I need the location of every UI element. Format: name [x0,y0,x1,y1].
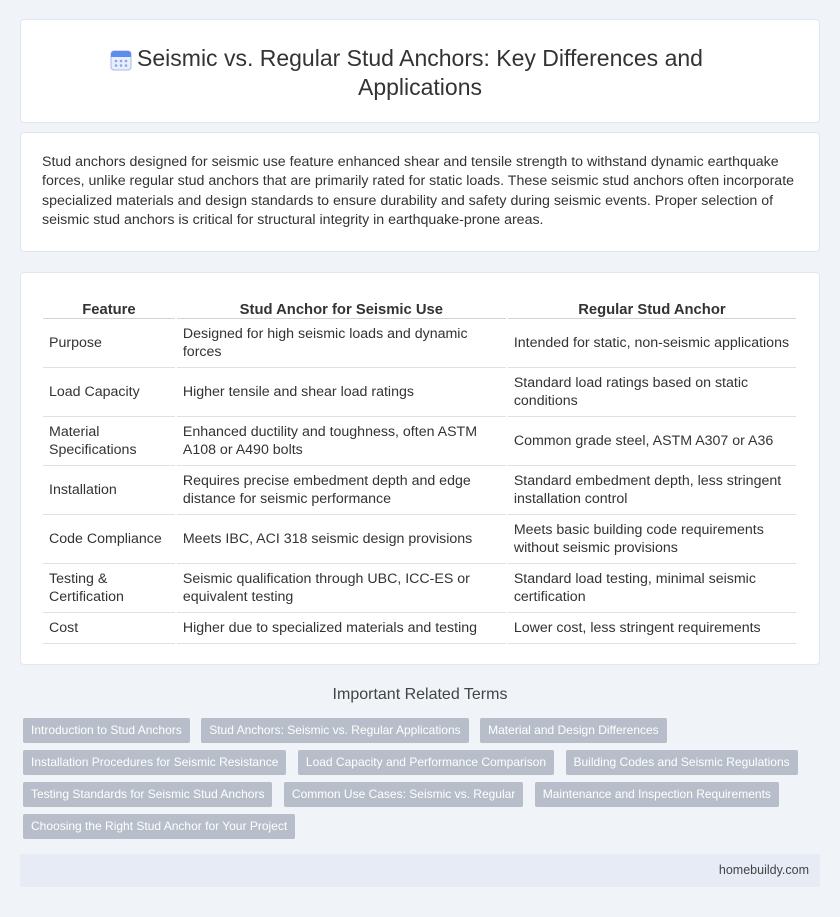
table-cell: Installation [43,466,175,515]
related-term-tag[interactable]: Common Use Cases: Seismic vs. Regular [284,782,523,807]
table-row [43,319,796,368]
related-terms-list [23,718,813,846]
table-cell: Higher tensile and shear load ratings [177,368,506,417]
footer [20,854,820,887]
intro-paragraph: Stud anchors designed for seismic use feature enhanced shear and tensile strength to withstand dynamic earthquake forces, unlike regular stud anchors that are primarily rated for static loads. These seismic stud anchors often incorporate specialized materials and design standards to ensure durability and safety during seismic events. Proper selection of seismic stud anchors is critical for structural integrity in earthquake-prone areas. [42,154,795,229]
related-term-tag[interactable]: Testing Standards for Seismic Stud Anchors [23,782,272,807]
related-term-tag[interactable]: Stud Anchors: Seismic vs. Regular Applications [201,718,468,743]
table-cell: Designed for high seismic loads and dynamic forces [177,319,506,368]
table-cell: Meets basic building code requirements without seismic provisions [508,515,796,564]
table-cell: Load Capacity [43,368,175,417]
table-cell: Requires precise embedment depth and edge distance for seismic performance [177,466,506,515]
table-row [43,564,796,613]
related-term-tag[interactable]: Material and Design Differences [480,718,667,743]
related-term-tag[interactable]: Building Codes and Seismic Regulations [566,750,798,775]
page-title: Seismic vs. Regular Stud Anchors: Key Differences and Applications [137,45,703,100]
comparison-table [41,297,798,644]
footer-site-link[interactable]: homebuildy.com [718,863,809,877]
table-cell: Cost [43,613,175,644]
table-cell: Standard embedment depth, less stringent installation control [508,466,796,515]
related-term-tag[interactable]: Load Capacity and Performance Comparison [298,750,554,775]
table-cell: Enhanced ductility and toughness, often ASTM A108 or A490 bolts [177,417,506,466]
table-row [43,368,796,417]
table-cell: Testing & Certification [43,564,175,613]
table-cell: Lower cost, less stringent requirements [508,613,796,644]
intro-card [20,132,820,252]
comparison-card [20,272,820,665]
table-header-regular: Regular Stud Anchor [508,297,796,319]
table-row [43,417,796,466]
table-cell: Purpose [43,319,175,368]
table-header-feature: Feature [43,297,175,319]
table-header-seismic: Stud Anchor for Seismic Use [177,297,506,319]
table-cell: Seismic qualification through UBC, ICC-ES or equivalent testing [177,564,506,613]
table-cell: Higher due to specialized materials and testing [177,613,506,644]
table-cell: Meets IBC, ACI 318 seismic design provisions [177,515,506,564]
related-term-tag[interactable]: Maintenance and Inspection Requirements [535,782,779,807]
table-row [43,466,796,515]
table-cell: Standard load ratings based on static conditions [508,368,796,417]
header-card [20,19,820,123]
related-term-tag[interactable]: Introduction to Stud Anchors [23,718,190,743]
table-cell: Material Specifications [43,417,175,466]
table-row [43,515,796,564]
related-term-tag[interactable]: Installation Procedures for Seismic Resistance [23,750,286,775]
table-cell: Common grade steel, ASTM A307 or A36 [508,417,796,466]
table-cell: Standard load testing, minimal seismic certification [508,564,796,613]
table-row [43,613,796,644]
related-terms-title: Important Related Terms [332,686,508,703]
table-cell: Code Compliance [43,515,175,564]
table-cell: Intended for static, non-seismic applications [508,319,796,368]
related-term-tag[interactable]: Choosing the Right Stud Anchor for Your Project [23,814,295,839]
